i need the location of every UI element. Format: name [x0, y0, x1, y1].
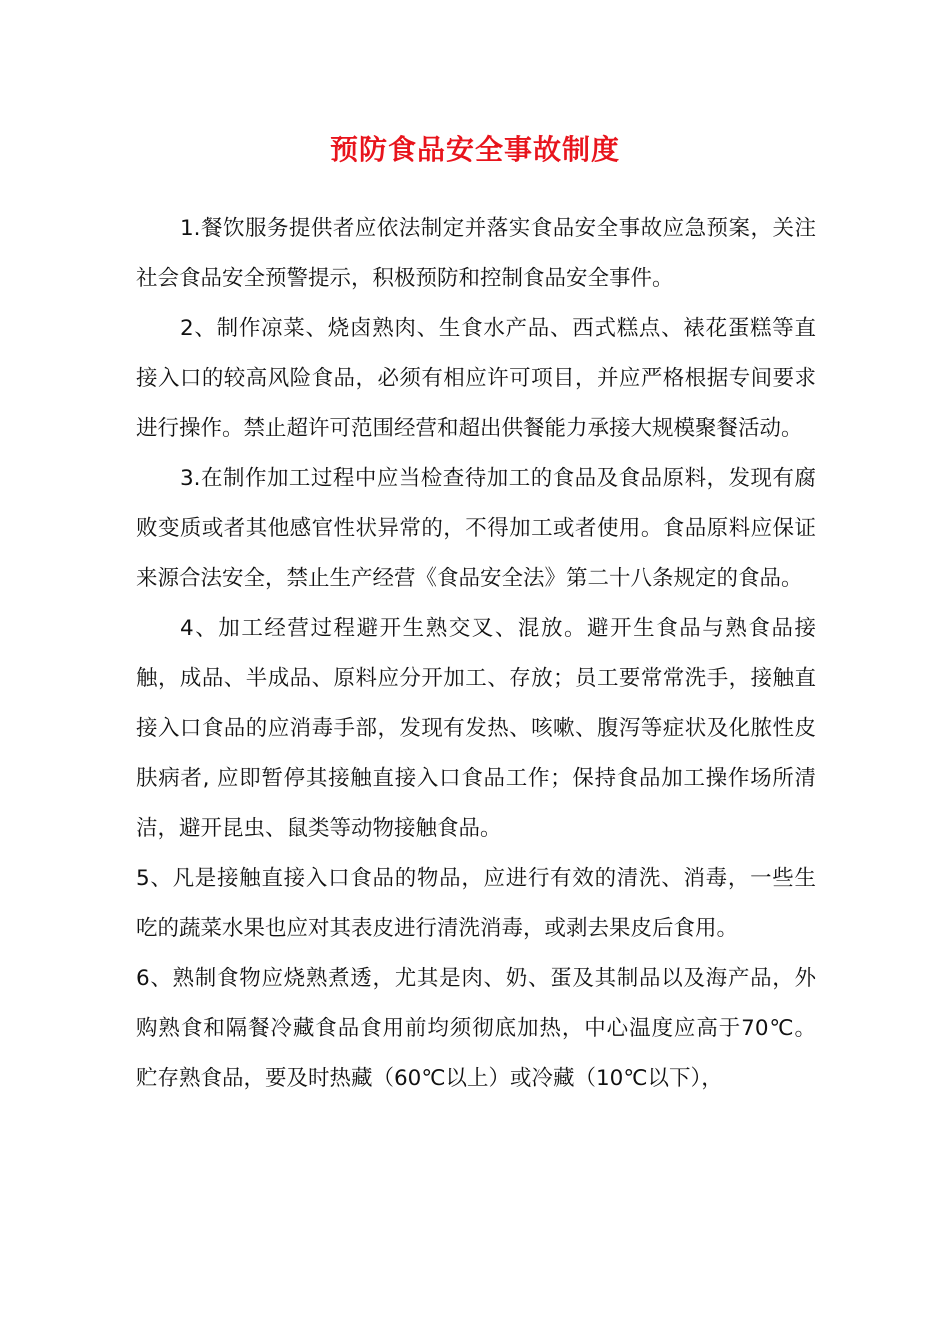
paragraph-2: 2、制作凉菜、烧卤熟肉、生食水产品、西式糕点、裱花蛋糕等直接入口的较高风险食品，必须有相应许可项目，并应严格根据专间要求进行操作。禁止超许可范围经营和超出供餐能力承接大规模聚餐活动。	[136, 316, 816, 441]
paragraph-5: 5、凡是接触直接入口食品的物品，应进行有效的清洗、消毒，一些生吃的蔬菜水果也应对其表皮进行清洗消毒，或剥去果皮后食用。	[136, 866, 816, 941]
paragraph-1: 1.餐饮服务提供者应依法制定并落实食品安全事故应急预案，关注社会食品安全预警提示，积极预防和控制食品安全事件。	[136, 216, 816, 291]
document-body	[136, 204, 816, 1104]
paragraph-6: 6、熟制食物应烧熟煮透，尤其是肉、奶、蛋及其制品以及海产品，外购熟食和隔餐冷藏食品食用前均须彻底加热，中心温度应高于70℃。 贮存熟食品，要及时热藏（60℃以上）或冷藏（10℃以下），	[136, 966, 816, 1091]
document-title: 预防食品安全事故制度	[329, 133, 620, 166]
paragraph-3: 3.在制作加工过程中应当检查待加工的食品及食品原料，发现有腐败变质或者其他感官性状异常的，不得加工或者使用。食品原料应保证来源合法安全，禁止生产经营《食品安全法》第二十八条规定的食品。	[136, 466, 816, 591]
paragraph-4: 4、加工经营过程避开生熟交叉、混放。避开生食品与熟食品接触，成品、半成品、原料应分开加工、存放；员工要常常洗手，接触直接入口食品的应消毒手部，发现有发热、咳嗽、腹泻等症状及化脓性皮肤病者, 应即暂停其接触直接入口食品工作；保持食品加工操作场所清洁，避开昆虫、鼠类等动物接触食品。	[136, 616, 816, 841]
